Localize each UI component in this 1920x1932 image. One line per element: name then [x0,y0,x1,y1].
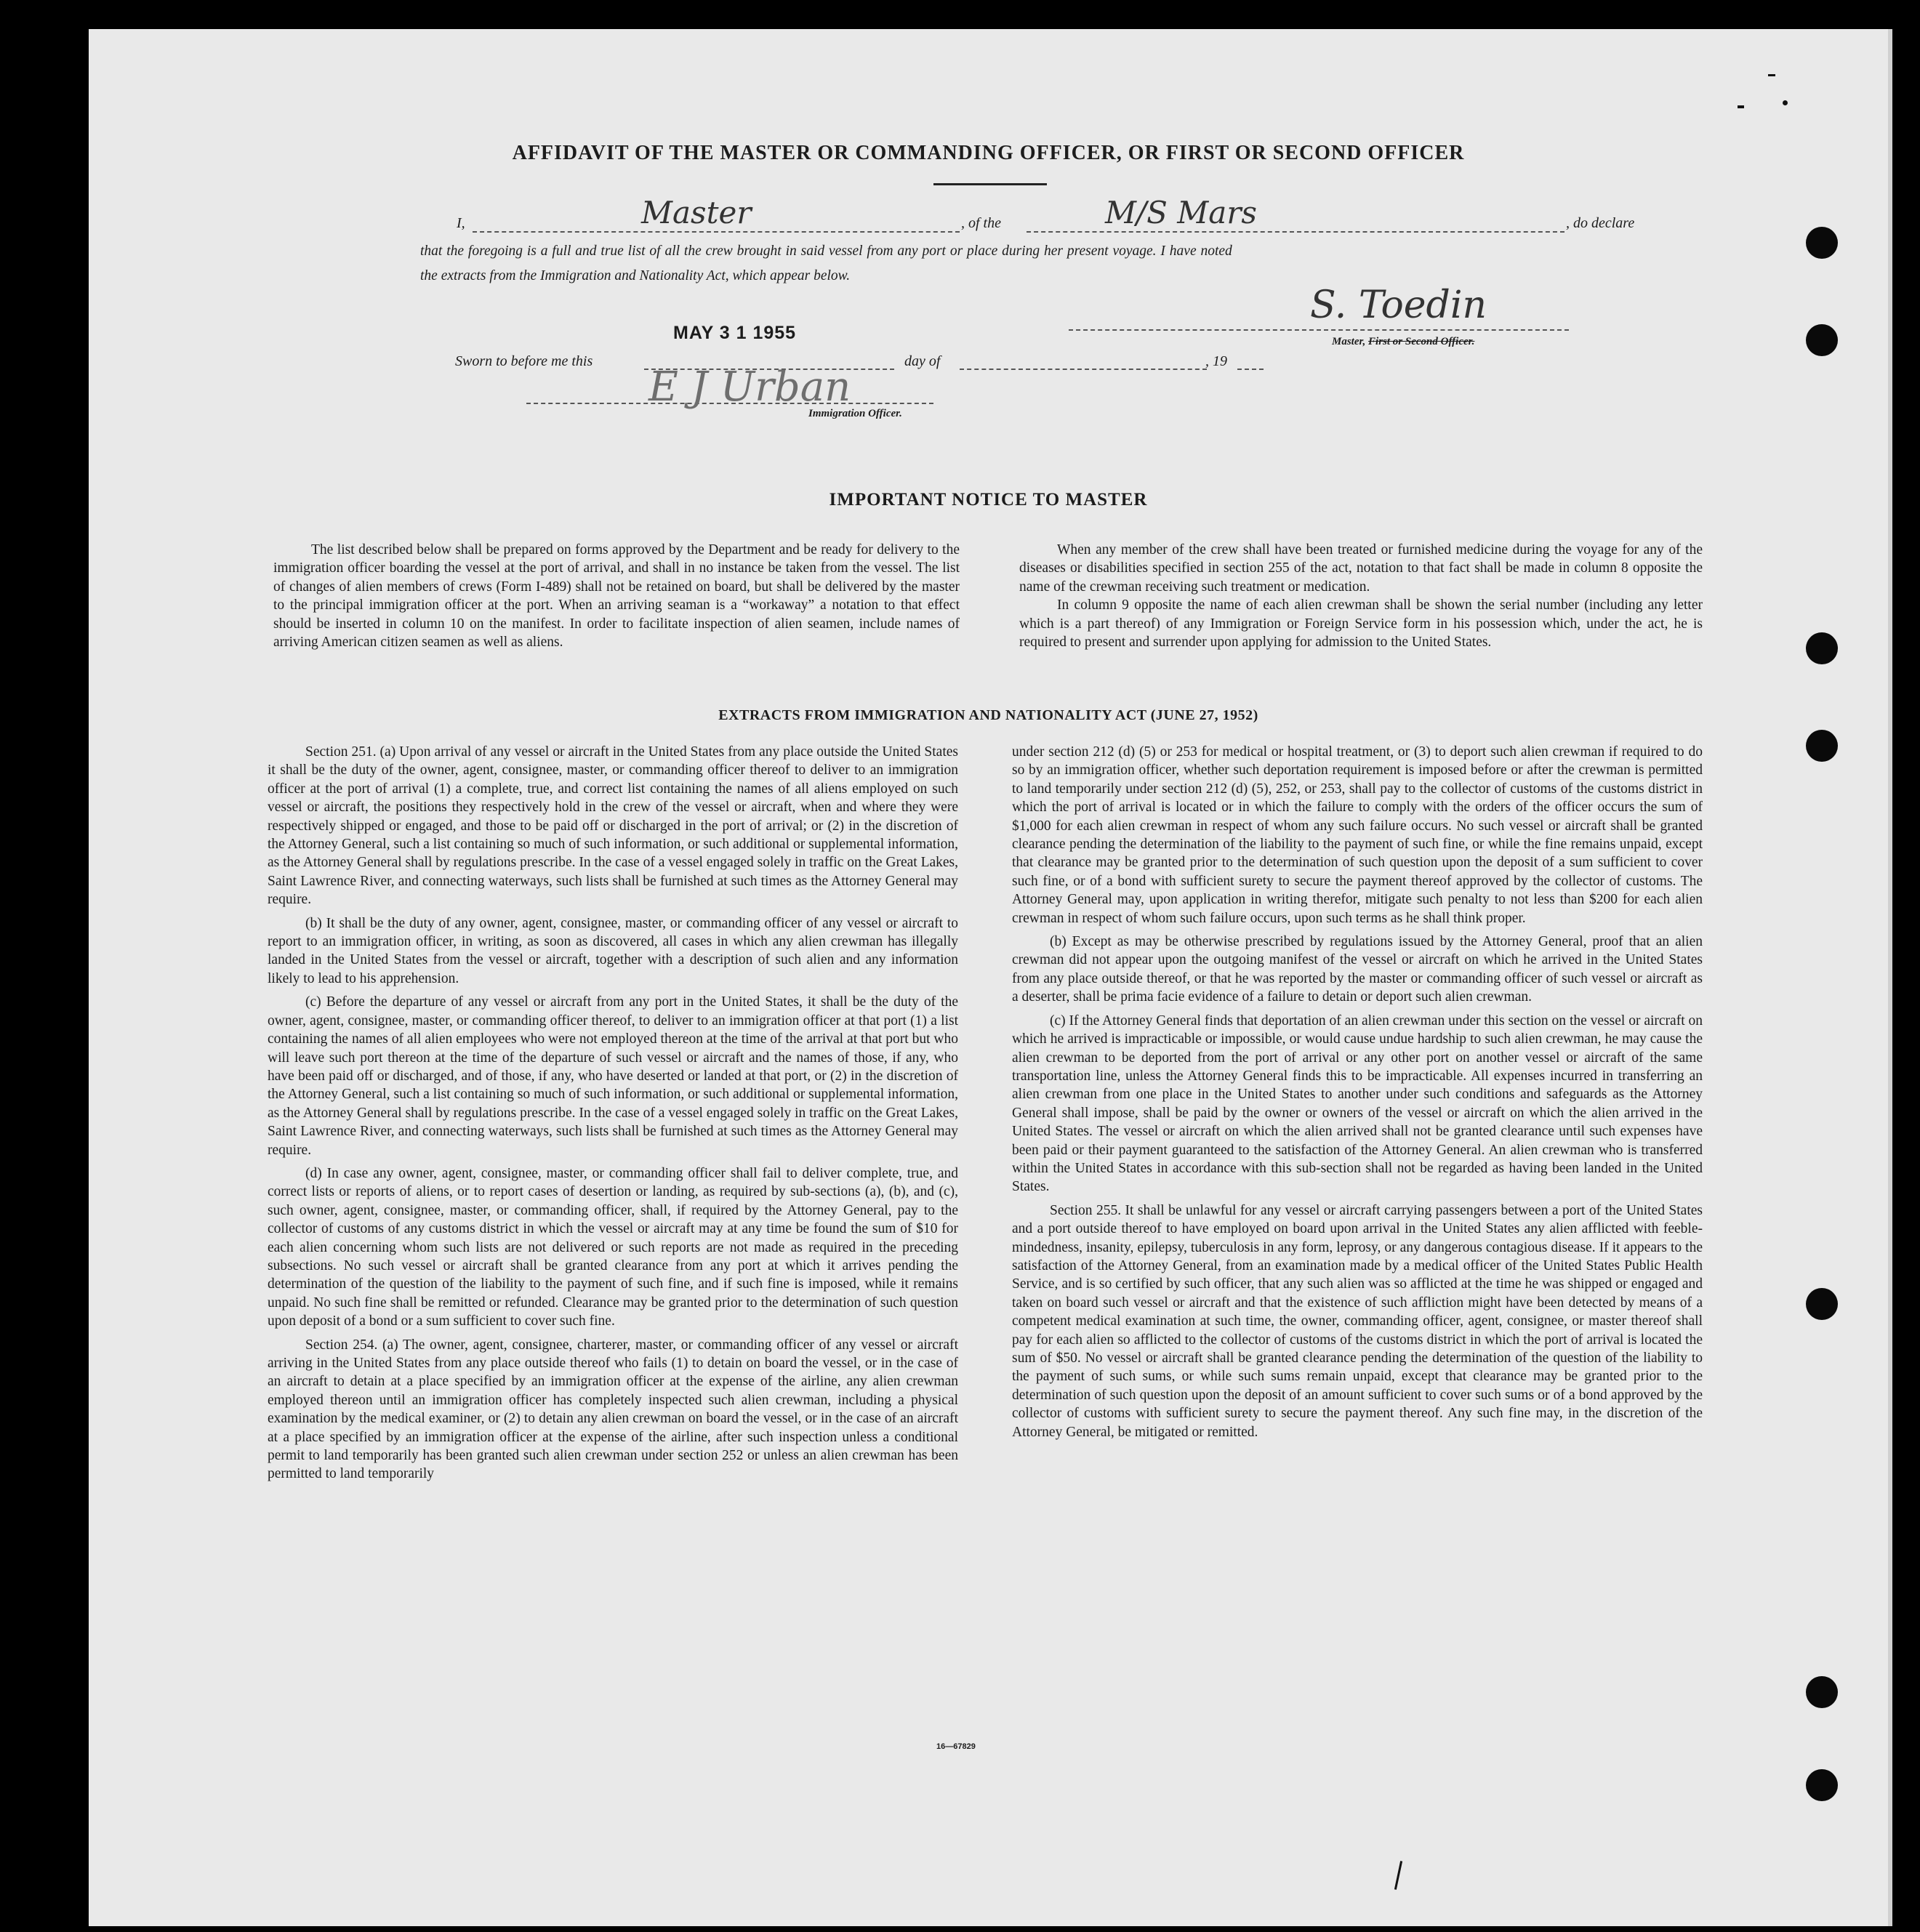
punch-hole [1806,1288,1838,1320]
scan-speck [1738,105,1744,108]
rank-blank [473,231,960,233]
punch-hole [1806,730,1838,762]
label-do-declare: , do declare [1566,215,1635,231]
extracts-left-column [268,743,958,1489]
extract-paragraph: (b) It shall be the duty of any owner, agent, consignee, master, or commanding officer of any vessel or aircraft to report to an immigration officer, in writing, as soon as discovered, all cases in which any alien crewman has illegally landed in the United States from the vessel or aircraft, together with a description of such alien and any information likely to lead to his apprehension. [268,915,958,986]
notice-left-column [273,541,960,656]
officer-signature: E J Urban [648,363,851,411]
extract-paragraph: Section 251. (a) Upon arrival of any vessel or aircraft in the United States from any place outside the United States it shall be the duty of the owner, agent, consignee, master, or commanding officer thereof to deliver to an immigration officer at the port of arrival (1) a complete, true, and correct list containing the names of all aliens employed on such vessel or aircraft, the positions they respectively hold in the crew of the vessel or aircraft, when and where they were respectively shipped or engaged, and those to be paid off or discharged in the port of arrival; or (2) in the discretion of the Attorney General, such a list containing so much of such information, or such additional or supplemental information, as the Attorney General shall by regulations prescribe. In the case of a vessel engaged solely in traffic on the Great Lakes, Saint Lawrence River, and connecting waterways, such lists shall be furnished at such times as the Attorney General may require. [268,744,958,908]
year-label: , 19 [1205,353,1227,369]
officer-label: Immigration Officer. [808,408,902,419]
signer-title-struck: First or Second Officer. [1368,336,1475,347]
label-i: I, [457,215,465,231]
declaration-line-2: the extracts from the Immigration and Nationality Act, which appear below. [420,268,851,283]
document-page [89,29,1892,1926]
extract-paragraph: under section 212 (d) (5) or 253 for medical or hospital treatment, or (3) to deport such alien crewman if required to do so by an immigration officer, whether such deportation requirement is imposed before or after the crewman is permitted to land temporarily under section 212 (d) (5), 252, or 253, shall pay to the collector of customs of the customs district in which the port of arrival is located or in which the failure to comply with the orders of the officer occurs the sum of $1,000 for each alien crewman in respect of whom any such failure occurs. No such vessel or aircraft shall be granted clearance pending the determination of the liability to the payment of such fine, or while the fine remains unpaid, except that clearance may be granted prior to the determination of such question upon the deposit of a sum sufficient to cover such fine, or of a bond with sufficient surety to secure the payment thereof approved by the collector of customs. The Attorney General may, upon application in writing therefor, mitigate such penalty to not less than $200 for each alien crewman in respect of whom such failure occurs, upon such terms as he shall think proper. [1012,744,1703,926]
scan-speck [1394,1861,1402,1890]
notice-title: IMPORTANT NOTICE TO MASTER [829,490,1148,510]
punch-hole [1806,324,1838,356]
master-signature-line [1069,329,1569,331]
extracts-title: EXTRACTS FROM IMMIGRATION AND NATIONALITY ACT (JUNE 27, 1952) [718,707,1258,723]
extracts-right-column [1012,743,1703,1446]
signer-title [1332,336,1474,348]
extract-paragraph: Section 254. (a) The owner, agent, consignee, charterer, master, or commanding officer of any vessel or aircraft arriving in the United States from any place outside thereof who fails (1) to detain on board the vessel, or in the case of an aircraft to detain at a place specified by an immigration officer at the expense of the airline, any alien crewman employed thereon until an immigration officer has completely inspected such alien crewman, including a physical examination by the medical examiner, or (2) to detain any alien crewman on board the vessel, or in the case of an aircraft at a place specified by an immigration officer at the expense of the airline, after such inspection unless a conditional permit to land temporarily has been granted such alien crewman under section 252 or unless an alien crewman has been permitted to land temporarily [268,1337,958,1482]
handwritten-rank: Master [641,195,752,230]
punch-hole [1806,1769,1838,1801]
day-of-label: day of [904,353,941,369]
vessel-blank [1027,231,1564,233]
extract-paragraph: Section 255. It shall be unlawful for any vessel or aircraft carrying passengers between a port of the United States and a port outside thereof to have employed on board upon arrival in the United States any alien afflicted with feeble-mindedness, insanity, epilepsy, tuberculosis in any form, leprosy, or any dangerous contagious disease. If it appears to the satisfaction of the Attorney General, from an examination made by a medical officer of the United States Public Health Service, and is so certified by such officer, that any such alien was so afflicted at the time he was shipped or engaged and taken on board such vessel or aircraft and that the existence of such affliction might have been detected by means of a competent medical examination at such time, the owner, commanding officer, agent, consignee, or master thereof shall pay for each alien so afflicted to the collector of customs of the customs district in which the port of arrival is located the sum of $50. No vessel or aircraft shall be granted clearance pending the determination of the question of the liability to the payment of such sums, or while such sums remain unpaid, except that clearance may be granted prior to the determination of such question upon the deposit of an amount sufficient to cover such sums or of a bond approved by the collector of customs with sufficient surety to secure the payment thereof. Any such fine may, in the discretion of the Attorney General, be mitigated or remitted. [1012,1202,1703,1440]
notice-paragraph: In column 9 opposite the name of each alien crewman shall be shown the serial number (including any letter which is a part thereof) of any Immigration or Foreign Service form in his possession which, under the act, he is required to present and surrender upon applying for admission to the United States. [1019,597,1703,651]
sworn-year-blank [1237,369,1264,370]
punch-hole [1806,1676,1838,1708]
extract-paragraph: (d) In case any owner, agent, consignee, master, or commanding officer shall fail to deliver complete, true, and correct lists or reports of aliens, or to report cases of desertion or landing, as required by sub-sections (a), (b), and (c), such owner, agent, consignee, master, or commanding officer, shall, if required by the Attorney General, pay to the collector of customs of any customs district in which the vessel or aircraft may at any time be found the sum of $10 for each alien concerning whom such lists are not delivered or such reports are not made as required in the preceding subsections. No such vessel or aircraft shall be granted clearance from any port at which it arrives pending the determination of the question of the liability to the payment of such fine, and if such fine is imposed, while it remains unpaid. No such fine shall be remitted or refunded. Clearance may be granted prior to the determination of such question upon deposit of a bond or a sum sufficient to cover such fine. [268,1165,958,1329]
extract-paragraph: (c) If the Attorney General finds that deportation of an alien crewman under this section on the vessel or aircraft on which he arrived is impracticable or impossible, or would cause undue hardship to such alien crewman, he may cause the alien crewman to be deported from the port of arrival or any other port on another vessel or aircraft of the same transportation line, unless the Attorney General finds this to be impracticable. All expenses incurred in transferring an alien crewman from one place in the United States to another under such conditions and safeguards as the Attorney General shall impose, shall be paid by the owner or owners of the vessel or aircraft on which the alien arrived in the United States. The vessel or aircraft on which the alien arrived shall not be granted clearance until such expenses have been paid or their payment guaranteed to the satisfaction of the Attorney General. An alien crewman who is transferred within the United States in accordance with this sub-section shall not be regarded as having been landed in the United States. [1012,1013,1703,1195]
form-number: 16—67829 [936,1742,976,1751]
title-rule [933,183,1047,185]
scan-speck [1768,74,1775,76]
signer-title-master: Master, [1332,336,1366,347]
master-signature: S. Toedin [1310,283,1487,327]
notice-paragraph: The list described below shall be prepared on forms approved by the Department and be ready for delivery to the immigration officer boarding the vessel at the port of arrival, and shall in no instance be taken from the vessel. The list of changes of alien members of crews (Form I-489) shall not be retained on board, but shall be delivered by the master to the principal immigration officer at the port. When an arriving seaman is a “workaway” a notation to that effect should be inserted in column 10 on the manifest. In order to facilitate inspection of alien seamen, include names of arriving American citizen seamen as well as aliens. [273,542,960,651]
sworn-label: Sworn to before me this [455,353,593,369]
scan-speck [1783,100,1788,105]
extract-paragraph: (b) Except as may be otherwise prescribed by regulations issued by the Attorney General, proof that an alien crewman did not appear upon the outgoing manifest of the vessel or aircraft on which he arrived in the United States from any place outside thereof, or that he was reported by the master or commanding officer of such vessel or aircraft as a deserter, shall be prima facie evidence of a failure to detain or deport such alien crewman. [1012,934,1703,1005]
handwritten-vessel: M/S Mars [1105,195,1257,230]
extract-paragraph: (c) Before the departure of any vessel or aircraft from any port in the United States, it shall be the duty of the owner, agent, consignee, master, or commanding officer thereof, to deliver to an immigration officer at that port (1) a list containing the names of all alien employees who were not employed thereon at the time of the arrival at that port but who will leave such port thereon at the time of the departure of such vessel or aircraft and the names of those, if any, who have been paid off or discharged, and of those, if any, who have deserted or landed at that port, or (2) in the discretion of the Attorney General, such a list containing so much of such information, or such additional or supplemental information, as the Attorney General shall by regulations prescribe. In the case of a vessel engaged solely in traffic on the Great Lakes, Saint Lawrence River, and connecting waterways, such lists shall be furnished at such times as the Attorney General may require. [268,994,958,1158]
affidavit-title: AFFIDAVIT OF THE MASTER OR COMMANDING OFFICER, OR FIRST OR SECOND OFFICER [512,142,1465,164]
punch-hole [1806,632,1838,664]
notice-paragraph: When any member of the crew shall have been treated or furnished medicine during the voyage for any of the diseases or disabilities specified in section 255 of the act, notation to that fact shall be made in column 8 opposite the name of the crewman receiving such treatment or medication. [1019,542,1703,595]
declaration-line-1: that the foregoing is a full and true list of all the crew brought in said vessel from any port or place during her present voyage. I have noted [420,243,1232,259]
notice-right-column [1019,541,1703,656]
label-of-the: , of the [961,215,1001,231]
sworn-month-blank [960,369,1207,370]
date-stamp: MAY 3 1 1955 [673,323,797,343]
punch-hole [1806,227,1838,259]
